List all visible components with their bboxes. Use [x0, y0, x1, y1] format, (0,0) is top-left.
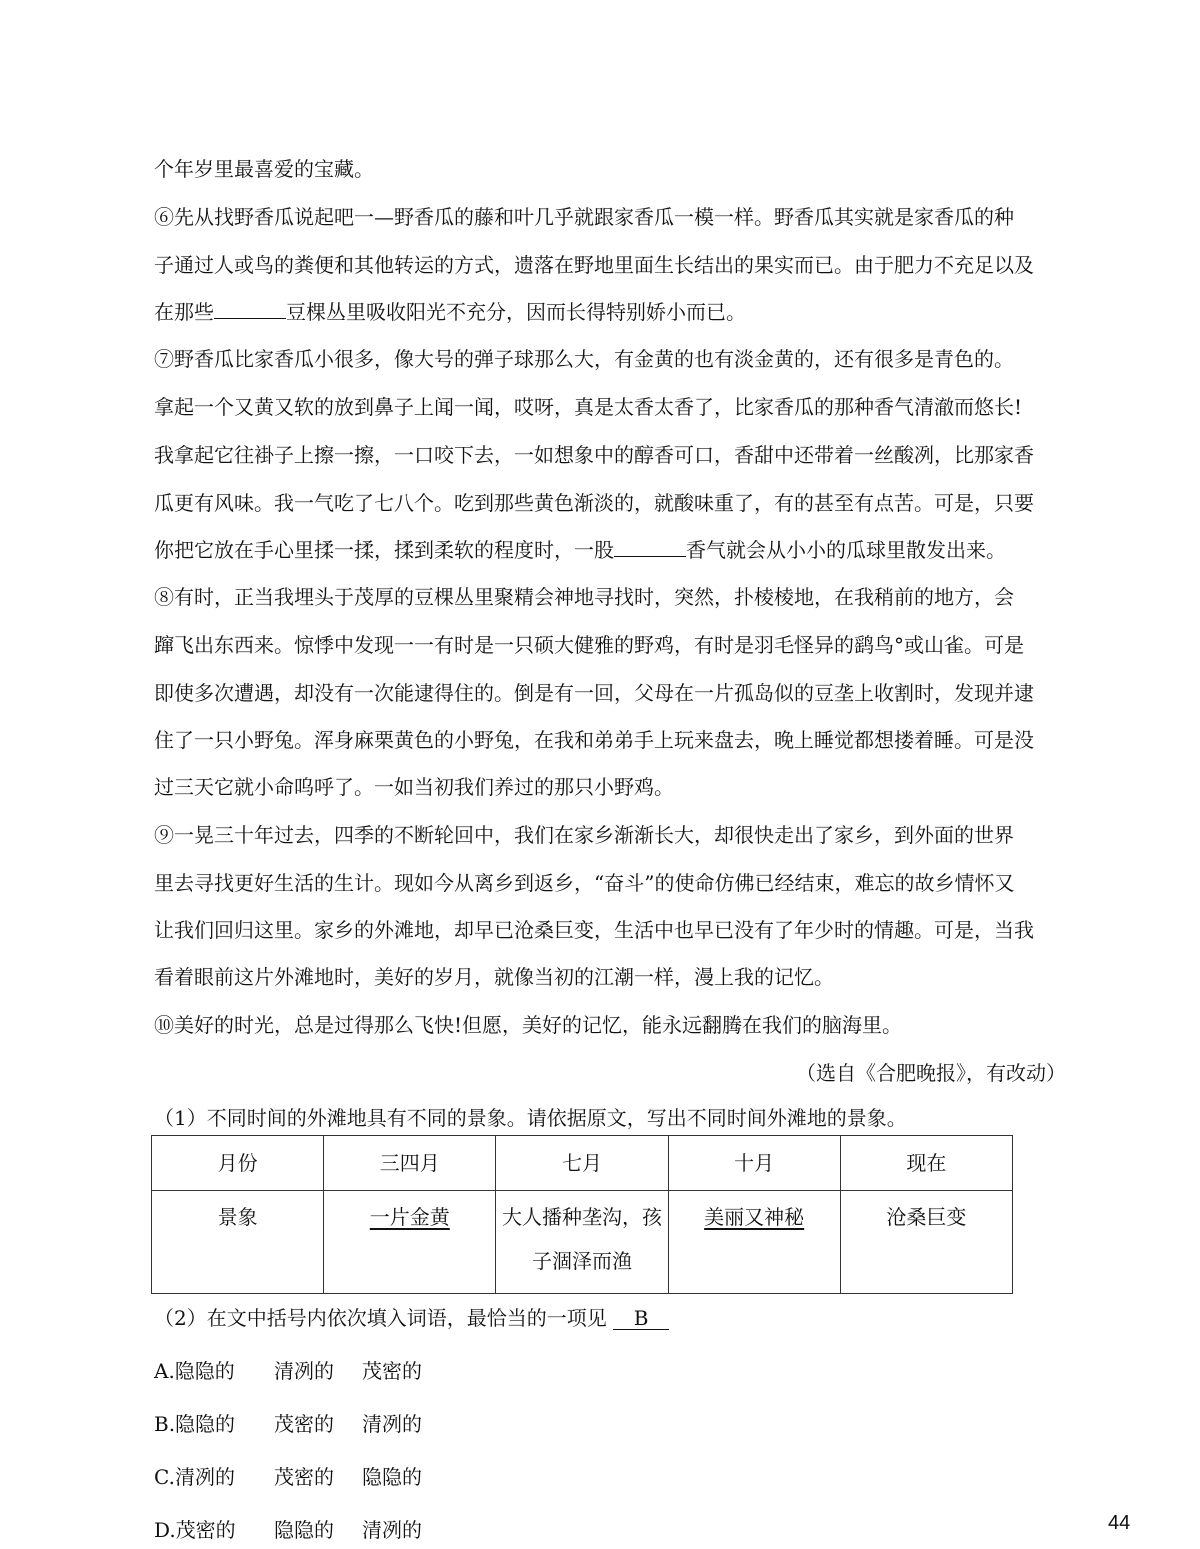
- answer-text: 美丽又神秘: [704, 1205, 805, 1229]
- option-word: B.隐隐的: [154, 1412, 236, 1436]
- paragraph-line: 个年岁里最喜爱的宝藏。: [154, 157, 374, 181]
- table-header: 现在: [840, 1136, 1012, 1191]
- paragraph-line: 我拿起它往褂子上擦一擦，一口咬下去，一如想象中的醇香可口，香甜中还带着一丝酸冽，比那家香: [154, 443, 1034, 467]
- table-header: 十月: [668, 1136, 840, 1191]
- answer-text: 大人播种垄沟，孩: [501, 1205, 662, 1229]
- paragraph-line: 即使多次遭遇，却没有一次能逮得住的。倒是有一回，父母在一片孤岛似的豆垄上收割时，发现并逮: [154, 681, 1034, 705]
- text-segment: 香气就会从小小的瓜球里散发出来。: [686, 538, 1006, 562]
- paragraph-line: 瓜更有风味。我一气吃了七八个。吃到那些黄色渐淡的，就酸味重了，有的甚至有点苦。可是，只要: [154, 491, 1034, 515]
- answer-blank: B: [613, 1307, 669, 1330]
- table-header: 三四月: [324, 1136, 496, 1191]
- option-word: C.清冽的: [154, 1465, 235, 1489]
- paragraph-line: ⑩美好的时光，总是过得那么飞快!但愿，美好的记忆，能永远翻腾在我们的脑海里。: [154, 1013, 903, 1037]
- option-word: A.隐隐的: [154, 1359, 235, 1383]
- option-word: 茂密的: [274, 1412, 334, 1436]
- option-word: 茂密的: [274, 1465, 334, 1489]
- option-a: [154, 1357, 422, 1385]
- paragraph-line: 里去寻找更好生活的生计。现如今从离乡到返乡，“奋斗”的使命仿佛已经结束，难忘的故乡情怀又: [154, 871, 1015, 895]
- page-number: 44: [1108, 1512, 1131, 1534]
- option-word: 清冽的: [362, 1518, 422, 1542]
- paragraph-line: ⑧有时，正当我埋头于茂厚的豆棵丛里聚精会神地寻找时，突然，扑棱棱地，在我稍前的地方，会: [154, 585, 1014, 609]
- answer-cell: [840, 1191, 1012, 1294]
- option-word: D.茂密的: [154, 1518, 236, 1542]
- answer-text: 沧桑巨变: [886, 1205, 967, 1229]
- table-row: [152, 1136, 1013, 1191]
- answer-cell: [668, 1191, 840, 1294]
- paragraph-line: 住了一只小野兔。浑身麻栗黄色的小野兔，在我和弟弟手上玩来盘去，晚上睡觉都想搂着睡。可是没: [154, 728, 1034, 752]
- option-word: 清冽的: [362, 1412, 422, 1436]
- answer-text: 子涸泽而渔: [531, 1249, 632, 1273]
- option-word: 茂密的: [362, 1359, 422, 1383]
- paragraph-line: 子通过人或鸟的粪便和其他转运的方式，遗落在野地里面生长结出的果实而已。由于肥力不充足以及: [154, 253, 1034, 277]
- table-row: [152, 1191, 1013, 1294]
- option-word: 隐隐的: [274, 1518, 334, 1542]
- scene-table: [151, 1135, 1013, 1294]
- paragraph-line: ⑦野香瓜比家香瓜小很多，像大号的弹子球那么大，有金黄的也有淡金黄的，还有很多是青色的。: [154, 347, 1014, 371]
- fill-blank: [614, 536, 686, 557]
- option-d: [154, 1516, 422, 1544]
- paragraph-line: 让我们回归这里。家乡的外滩地，却早已沧桑巨变，生活中也早已没有了年少时的情趣。可是，当我: [154, 918, 1034, 942]
- table-header: 七月: [496, 1136, 668, 1191]
- article-source: （选自《合肥晚报》，有改动）: [796, 1061, 1066, 1085]
- question-1-prompt: （1）不同时间的外滩地具有不同的景象。请依据原文，写出不同时间外滩地的景象。: [154, 1106, 907, 1130]
- text-segment: （2）在文中括号内依次填入词语，最恰当的一项见: [154, 1306, 607, 1330]
- question-2-prompt: [154, 1304, 1074, 1332]
- paragraph-line: [154, 298, 1074, 326]
- fill-blank: [214, 298, 286, 319]
- answer-cell: [324, 1191, 496, 1294]
- answer-text: 一片金黄: [369, 1205, 450, 1229]
- text-segment: 在那些: [154, 300, 214, 324]
- option-c: [154, 1463, 422, 1491]
- table-header: 月份: [152, 1136, 324, 1191]
- option-b: [154, 1410, 422, 1438]
- text-segment: 你把它放在手心里揉一揉，揉到柔软的程度时，一股: [154, 538, 614, 562]
- option-word: 清冽的: [274, 1359, 334, 1383]
- paragraph-line: ⑨一晃三十年过去，四季的不断轮回中，我们在家乡渐渐长大，却很快走出了家乡，到外面的世界: [154, 823, 1014, 847]
- option-word: 隐隐的: [362, 1465, 422, 1489]
- paragraph-line: 蹿飞出东西来。惊悸中发现一一有时是一只硕大健雅的野鸡，有时是羽毛怪异的鹞鸟°或山雀。可是: [154, 633, 1024, 657]
- table-row-label: 景象: [152, 1191, 324, 1294]
- answer-cell: [496, 1191, 668, 1294]
- text-segment: 豆棵丛里吸收阳光不充分，因而长得特别娇小而已。: [286, 300, 746, 324]
- paragraph-line: 过三天它就小命呜呼了。一如当初我们养过的那只小野鸡。: [154, 775, 674, 799]
- paragraph-line: 拿起一个又黄又软的放到鼻子上闻一闻，哎呀，真是太香太香了，比家香瓜的那种香气清澈而悠长!: [154, 395, 1023, 419]
- paragraph-line: ⑥先从找野香瓜说起吧一—野香瓜的藤和叶几乎就跟家香瓜一模一样。野香瓜其实就是家香瓜的种: [154, 205, 1014, 229]
- paragraph-line: [154, 536, 1074, 564]
- paragraph-line: 看着眼前这片外滩地时，美好的岁月，就像当初的江潮一样，漫上我的记忆。: [154, 965, 834, 989]
